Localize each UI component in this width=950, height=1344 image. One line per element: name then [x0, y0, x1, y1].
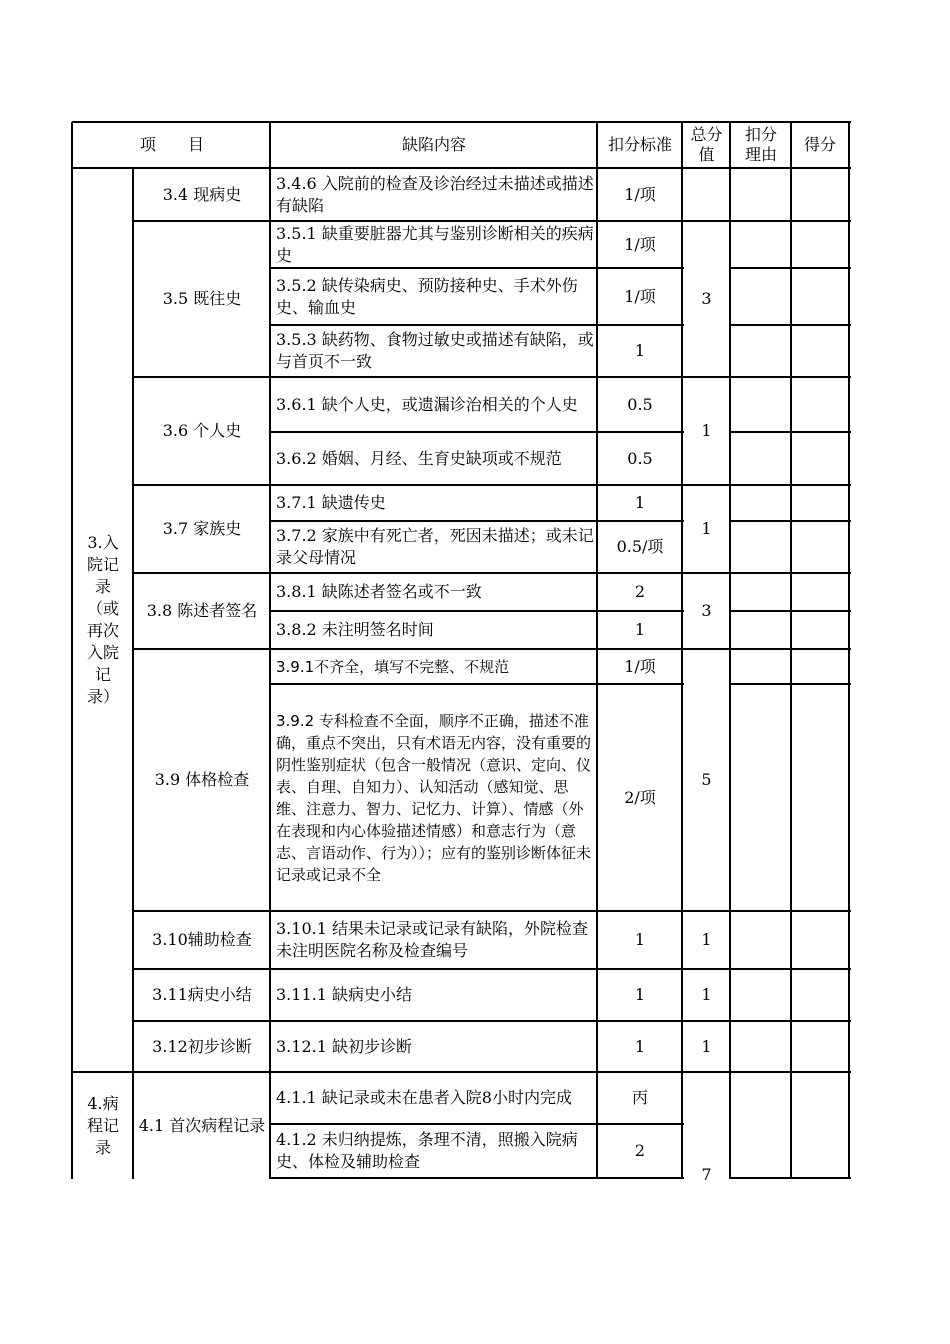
- header-item: 项 目: [139, 135, 204, 154]
- total-score: 5: [701, 770, 712, 789]
- grid-line: [730, 431, 851, 433]
- defect-row: 3.5.3 缺药物、食物过敏史或描述有缺陷，或与首页不一致: [276, 330, 594, 371]
- defect-row: 3.11.1 缺病史小结: [276, 985, 412, 1004]
- defect-row: 4.1.1 缺记录或未在患者入院8小时内完成: [276, 1088, 572, 1107]
- total-score: 1: [701, 519, 712, 538]
- grid-line: [133, 572, 851, 574]
- grid-line: [270, 520, 684, 522]
- grid-line: [270, 683, 684, 685]
- defect-row: 3.12.1 缺初步诊断: [276, 1036, 412, 1056]
- grid-line: [730, 683, 851, 685]
- defect-row: 3.9.2 专科检查不全面，顺序不正确，描述不准确，重点不突出，只有术语无内容，没有重要的阴性鉴别症状（包含一般情况（意识、定向、仪表、自理、自知力）、认知活动（感知觉、思维、注意力、智力、记忆力、计算）、情感（外在表现和内心体验描述情感）和意志行为（意志、言语动作、行为））；应有的鉴别诊断体征未记录或记录不全: [276, 711, 592, 884]
- grid-line: [270, 1123, 684, 1125]
- defect-row: 3.7.2 家族中有死亡者，死因未描述；或未记录父母情况: [276, 526, 594, 567]
- deduct-standard: 1/项: [624, 286, 656, 306]
- deduct-standard: 1: [634, 1036, 646, 1056]
- section-3-admission-record: 3.入院记录（或再次入院记录）: [87, 533, 120, 706]
- grid-line: [270, 431, 684, 433]
- item-auxiliary-exam: 3.10辅助检查: [152, 930, 252, 949]
- grid-line: [133, 968, 851, 970]
- total-score: 7: [701, 1165, 712, 1184]
- grid-line: [133, 910, 851, 912]
- deduct-standard: 1/项: [624, 656, 656, 676]
- deduct-standard: 2: [634, 1141, 646, 1160]
- deduct-standard: 1: [634, 493, 646, 512]
- deduct-standard: 1: [634, 985, 646, 1004]
- grid-line: [133, 648, 851, 650]
- total-score: 1: [701, 985, 712, 1004]
- section-4-progress-note: 4.病程记录: [87, 1093, 120, 1157]
- grid-line: [133, 376, 851, 378]
- deduct-standard: 1/项: [624, 184, 656, 204]
- total-score: 1: [701, 1036, 712, 1056]
- deduct-standard: 1/项: [624, 234, 656, 254]
- total-score: 1: [701, 930, 712, 949]
- defect-row: 3.8.1 缺陈述者签名或不一致: [276, 582, 482, 601]
- defect-row: 3.5.2 缺传染病史、预防接种史、手术外伤史、输血史: [276, 275, 578, 317]
- grid-line: [72, 167, 851, 169]
- item-present-illness: 3.4 现病史: [162, 184, 242, 204]
- grid-line: [270, 1177, 684, 1179]
- item-physical-exam: 3.9 体格检查: [154, 770, 250, 789]
- grid-line: [133, 220, 851, 222]
- grid-line: [72, 121, 851, 123]
- item-history-summary: 3.11病史小结: [152, 985, 252, 1004]
- grid-line: [270, 610, 684, 612]
- grid-line: [132, 168, 134, 1179]
- total-score: 3: [701, 289, 712, 308]
- deduct-standard: 2/项: [624, 787, 656, 807]
- grid-line: [270, 324, 684, 326]
- defect-row: 3.9.1不齐全，填写不完整、不规范: [276, 657, 510, 676]
- item-past-history: 3.5 既往史: [162, 289, 242, 308]
- defect-row: 3.6.2 婚姻、月经、生育史缺项或不规范: [276, 448, 562, 468]
- header-deduct-standard: 扣分标准: [607, 135, 672, 154]
- deduct-standard: 0.5: [627, 394, 653, 414]
- grid-line: [730, 267, 851, 269]
- defect-row: 3.7.1 缺遗传史: [276, 493, 386, 512]
- grid-line: [730, 324, 851, 326]
- defect-row: 3.4.6 入院前的检查及诊治经过未描述或描述有缺陷: [276, 173, 594, 215]
- grid-line: [132, 122, 134, 123]
- header-reason: 扣分 理由: [744, 125, 777, 164]
- defect-row: 3.8.2 未注明签名时间: [276, 620, 434, 639]
- item-personal-history: 3.6 个人史: [162, 421, 242, 440]
- item-family-history: 3.7 家族史: [162, 519, 242, 538]
- deduct-standard: 2: [634, 582, 646, 601]
- grid-line: [133, 484, 851, 486]
- total-score: 3: [701, 601, 712, 620]
- deduct-standard: 丙: [631, 1088, 648, 1107]
- deduct-standard: 0.5/项: [616, 537, 664, 556]
- grid-line: [270, 267, 684, 269]
- deduct-standard: 0.5: [627, 448, 653, 468]
- defect-row: 3.10.1 结果未记录或记录有缺陷，外院检查未注明医院名称及检查编号: [276, 919, 588, 960]
- deduct-standard: 1: [634, 930, 646, 949]
- deduct-standard: 1: [634, 341, 646, 360]
- grid-line: [730, 610, 851, 612]
- header-total: 总分 值: [690, 125, 723, 164]
- item-first-progress-note: 4.1 首次病程记录: [138, 1115, 266, 1135]
- grid-line: [133, 1020, 851, 1022]
- grid-line: [71, 122, 73, 1179]
- defect-row: 4.1.2 未归纳提炼，条理不清，照搬入院病史、体检及辅助检查: [276, 1130, 578, 1171]
- deduct-standard: 1: [634, 620, 646, 639]
- grid-line: [72, 1071, 851, 1073]
- defect-row: 3.5.1 缺重要脏器尤其与鉴别诊断相关的疾病史: [276, 223, 594, 265]
- item-narrator-signature: 3.8 陈述者签名: [146, 601, 258, 620]
- item-initial-diagnosis: 3.12初步诊断: [152, 1036, 252, 1056]
- total-score: 1: [701, 421, 712, 440]
- header-score: 得分: [803, 135, 836, 154]
- grid-line: [730, 1177, 851, 1179]
- header-defect: 缺陷内容: [401, 135, 466, 154]
- grid-line: [730, 520, 851, 522]
- defect-row: 3.6.1 缺个人史，或遗漏诊治相关的个人史: [276, 394, 578, 414]
